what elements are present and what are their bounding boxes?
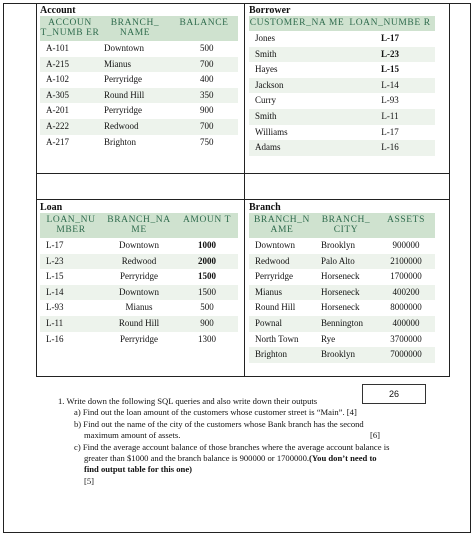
question-c-line1: c) Find the average account balance of those branches where the average account balance is (74, 441, 390, 452)
account-cell: 500 (200, 43, 214, 53)
branch-table (249, 213, 435, 363)
branch-cell: 900000 (392, 240, 420, 250)
grid-line-middle-top (36, 173, 450, 174)
borrower-header-customer: CUSTOMER_NA ME (249, 16, 345, 31)
account-header-balance: BALANCE (170, 16, 238, 41)
question-c-line3: find output table for this one) (84, 464, 192, 475)
account-cell: A-305 (40, 88, 100, 104)
loan-cell: Downtown (119, 240, 159, 250)
account-row (40, 88, 238, 104)
loan-cell: Perryridge (120, 333, 158, 344)
branch-title: Branch (249, 202, 281, 213)
grid-line-bottom (36, 376, 450, 377)
borrower-cell: L-17 (381, 126, 399, 137)
borrower-table (249, 16, 435, 156)
account-cell: A-215 (40, 57, 100, 73)
loan-cell: 1500 (176, 285, 238, 301)
borrower-row (249, 125, 435, 141)
borrower-panel (249, 5, 445, 156)
question-main: 1. Write down the following SQL queries and also write down their outputs (58, 396, 318, 406)
account-cell: 750 (200, 136, 214, 147)
grid-line-middle-bottom (36, 199, 450, 200)
loan-header-branch: BRANCH_NA ME (102, 213, 176, 238)
branch-header-city: BRANCH_ CITY (315, 213, 377, 238)
loan-row (40, 269, 238, 285)
loan-cell: Perryridge (120, 271, 158, 282)
branch-cell: Horseneck (321, 302, 360, 313)
branch-row (249, 316, 435, 332)
borrower-cell: Smith (249, 109, 345, 125)
question-b-text: maximum amount of assets. (84, 430, 181, 441)
borrower-cell: L-23 (345, 47, 435, 63)
account-cell: Perryridge (104, 105, 142, 116)
branch-cell: Round Hill (255, 302, 296, 313)
loan-cell: Mianus (125, 302, 153, 313)
loan-title: Loan (40, 202, 63, 213)
branch-cell: Horseneck (315, 285, 377, 301)
loan-cell: 1500 (198, 271, 216, 282)
borrower-cell: Jackson (249, 78, 345, 94)
account-row (40, 57, 238, 73)
loan-header-number: LOAN_NU MBER (40, 213, 102, 238)
branch-cell: 8000000 (390, 302, 422, 313)
borrower-cell: Curry (255, 95, 276, 106)
question-c-marks: [5] (84, 475, 95, 486)
branch-cell: Redwood (249, 254, 315, 270)
branch-cell: 2100000 (377, 254, 435, 270)
loan-cell: L-15 (46, 271, 64, 282)
loan-row (40, 285, 238, 301)
branch-row (249, 238, 435, 254)
account-cell: A-101 (46, 43, 69, 53)
branch-row (249, 300, 435, 316)
account-cell: Mianus (100, 57, 170, 73)
question-a: a) Find out the loan amount of the customers whose customer street is “Main”. [4] (74, 407, 357, 418)
account-row (40, 119, 238, 135)
account-title: Account (40, 5, 76, 16)
account-cell: 350 (170, 88, 238, 104)
loan-cell: L-11 (40, 316, 102, 332)
borrower-row (249, 62, 435, 78)
account-cell: A-102 (46, 74, 69, 85)
account-cell: Brighton (104, 136, 137, 147)
borrower-cell: L-16 (345, 140, 435, 156)
borrower-cell: Adams (249, 140, 345, 156)
branch-cell: Downtown (255, 240, 295, 250)
account-row (40, 135, 238, 151)
account-cell: 400 (200, 74, 214, 85)
loan-cell: Round Hill (102, 316, 176, 332)
grid-line-left (36, 3, 37, 377)
branch-cell: Brooklyn (321, 240, 356, 250)
loan-table (40, 213, 238, 347)
page-number-box: 26 (362, 384, 426, 404)
branch-header-name: BRANCH_N AME (249, 213, 315, 238)
borrower-cell: L-17 (381, 33, 399, 43)
loan-row (40, 300, 238, 316)
borrower-row (249, 140, 435, 156)
branch-panel (249, 202, 445, 363)
borrower-cell: L-15 (381, 64, 399, 75)
account-cell: Perryridge (104, 74, 142, 85)
account-cell: A-217 (46, 136, 69, 147)
question-b-line1: b) Find out the name of the city of the customers whose Bank branch has the second (74, 418, 364, 429)
branch-row (249, 332, 435, 348)
branch-row (249, 254, 435, 270)
account-row (40, 72, 238, 88)
branch-cell: 1700000 (390, 271, 422, 282)
account-cell: 700 (170, 57, 238, 73)
borrower-cell: Smith (249, 47, 345, 63)
loan-row (40, 254, 238, 270)
account-cell: Redwood (100, 119, 170, 135)
borrower-cell: Jones (255, 33, 275, 43)
loan-cell: L-16 (46, 333, 64, 344)
branch-cell: Perryridge (255, 271, 293, 282)
borrower-cell: Williams (255, 126, 288, 137)
branch-header-assets: ASSETS (377, 213, 435, 238)
branch-row (249, 347, 435, 363)
branch-cell: North Town (255, 333, 299, 344)
branch-cell: 400000 (377, 316, 435, 332)
account-panel (40, 5, 240, 150)
loan-row (40, 316, 238, 332)
branch-cell: 400200 (377, 285, 435, 301)
branch-cell: Brighton (249, 347, 315, 363)
loan-cell: 500 (200, 302, 214, 313)
loan-row (40, 332, 238, 348)
account-cell: A-222 (40, 119, 100, 135)
loan-cell: 1000 (198, 240, 216, 250)
borrower-cell: L-14 (345, 78, 435, 94)
branch-cell: Mianus (249, 285, 315, 301)
loan-cell: L-17 (46, 240, 64, 250)
account-cell: A-201 (46, 105, 69, 116)
loan-cell: 1300 (198, 333, 216, 344)
question-c-line2 (84, 453, 418, 464)
branch-cell: Pownal (249, 316, 315, 332)
grid-line-right (449, 3, 450, 377)
question-c-text: greater than $1000 and the branch balance is 900000 or 1700000. (84, 453, 310, 464)
branch-cell: Horseneck (321, 271, 360, 282)
grid-line-center (244, 3, 245, 377)
loan-cell: 2000 (176, 254, 238, 270)
loan-cell: Redwood (102, 254, 176, 270)
borrower-row (249, 47, 435, 63)
branch-cell: Bennington (315, 316, 377, 332)
loan-cell: L-14 (40, 285, 102, 301)
question-b-line2 (84, 430, 418, 441)
question-b-marks: [6] (370, 430, 381, 441)
account-row (40, 103, 238, 119)
question-block (58, 396, 418, 487)
loan-cell: 900 (176, 316, 238, 332)
loan-cell: L-23 (40, 254, 102, 270)
account-cell: Round Hill (100, 88, 170, 104)
borrower-cell: Hayes (255, 64, 278, 75)
loan-cell: Downtown (102, 285, 176, 301)
account-cell: Downtown (104, 43, 144, 53)
borrower-row (249, 31, 435, 47)
borrower-row (249, 93, 435, 109)
account-table (40, 16, 238, 150)
branch-cell: 7000000 (377, 347, 435, 363)
loan-row (40, 238, 238, 254)
branch-cell: Rye (321, 333, 336, 344)
borrower-row (249, 78, 435, 94)
account-cell: 700 (170, 119, 238, 135)
account-header-number: ACCOUN T_NUMB ER (40, 16, 100, 41)
account-header-branch: BRANCH_ NAME (100, 16, 170, 41)
branch-row (249, 285, 435, 301)
borrower-title: Borrower (249, 5, 291, 16)
loan-cell: L-93 (46, 302, 64, 313)
loan-panel (40, 202, 240, 347)
branch-cell: Brooklyn (315, 347, 377, 363)
branch-cell: 3700000 (390, 333, 422, 344)
branch-cell: Palo Alto (315, 254, 377, 270)
account-cell: 900 (200, 105, 214, 116)
loan-header-amount: AMOUN T (176, 213, 238, 238)
borrower-cell: L-93 (381, 95, 399, 106)
borrower-row (249, 109, 435, 125)
question-c-bold: (You don’t need to (309, 453, 377, 464)
borrower-header-loan: LOAN_NUMBE R (345, 16, 435, 31)
account-row (40, 41, 238, 57)
branch-row (249, 269, 435, 285)
borrower-cell: L-11 (345, 109, 435, 125)
